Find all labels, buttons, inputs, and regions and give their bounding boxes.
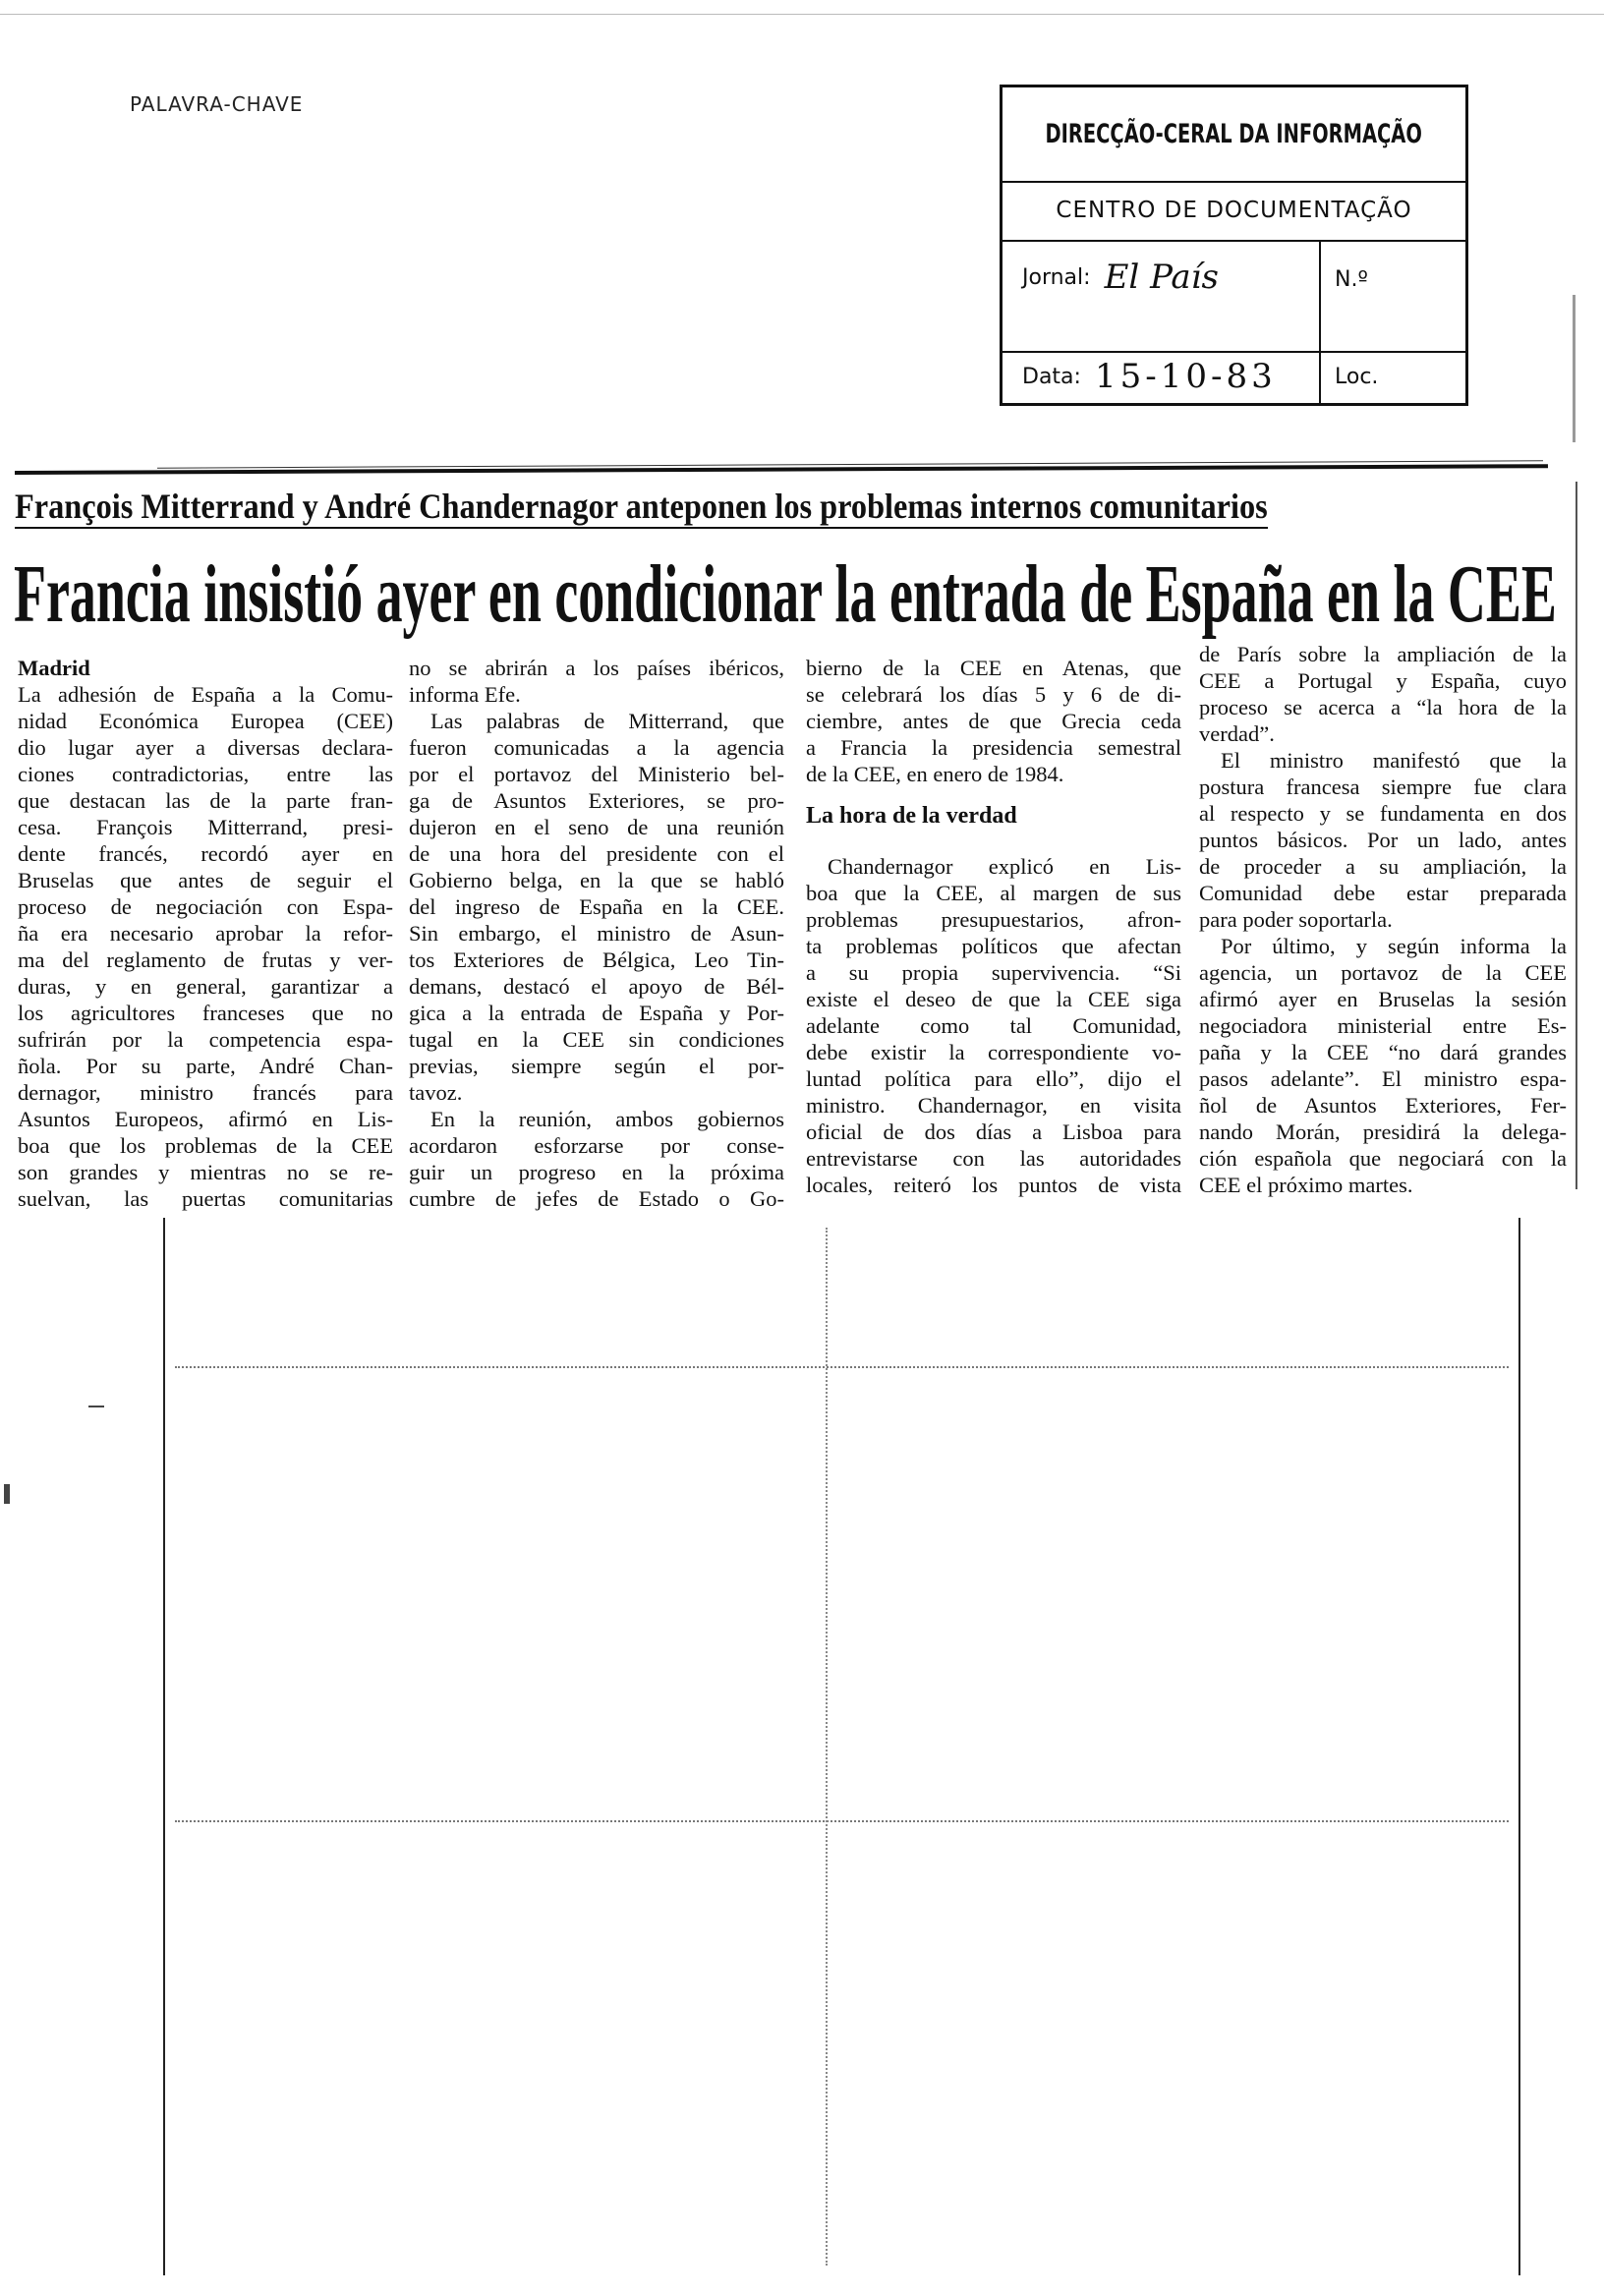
article-paragraph (806, 655, 1181, 787)
text-line: sufrirán por la competencia espa- (18, 1027, 393, 1052)
text-line: Por último, y según informa la (1221, 934, 1567, 958)
article-paragraph (1199, 641, 1567, 747)
text-line: de la CEE, en enero de 1984. (806, 762, 1064, 786)
text-line: no se abrirán a los países ibéricos, (409, 656, 784, 680)
stamp-loc-label: Loc. (1335, 365, 1379, 389)
text-line: oficial de dos días a Lisboa para (806, 1119, 1181, 1144)
text-line: ña era necesario aprobar la refor- (18, 921, 393, 946)
stamp-centre: CENTRO DE DOCUMENTAÇÃO (1002, 181, 1465, 242)
stamp-divider (1319, 351, 1321, 406)
text-line: proceso se acerca a “la hora de la (1199, 695, 1567, 719)
text-line: agencia, un portavoz de la CEE (1199, 960, 1567, 985)
text-line: En la reunión, ambos gobiernos (430, 1107, 784, 1131)
scan-mark (4, 1484, 10, 1504)
text-line: tugal en la CEE sin condiciones (409, 1027, 784, 1052)
text-line: tos Exteriores de Bélgica, Leo Tin- (409, 947, 784, 972)
text-line: cumbre de jefes de Estado o Go- (409, 1186, 784, 1211)
article-column-3 (806, 655, 1181, 1198)
dateline: Madrid (18, 656, 90, 680)
text-line: afirmó ayer en Bruselas la sesión (1199, 987, 1567, 1011)
text-line: boa que los problemas de la CEE (18, 1133, 393, 1158)
text-line: de París sobre la ampliación de la (1199, 642, 1567, 666)
text-line: al respecto y se fundamenta en dos (1199, 801, 1567, 826)
text-line: Asuntos Europeos, afirmó en Lis- (18, 1107, 393, 1131)
text-line: ñola. Por su parte, André Chan- (18, 1054, 393, 1078)
text-line: acordaron esforzarse por conse- (409, 1133, 784, 1158)
article-column-2 (409, 655, 784, 1212)
text-line: de proceder a su ampliación, la (1199, 854, 1567, 879)
text-line: puntos básicos. Por un lado, antes (1199, 828, 1567, 852)
article-paragraph (1199, 933, 1567, 1198)
text-line: Sin embargo, el ministro de Asun- (409, 921, 784, 946)
text-line: CEE a Portugal y España, cuyo (1199, 668, 1567, 693)
article-column-4 (1199, 641, 1567, 1198)
stamp-jornal-handwritten: El País (1104, 258, 1220, 297)
text-line: guir un progreso en la próxima (409, 1160, 784, 1184)
dotted-divider (175, 1820, 1509, 1822)
scan-edge (1575, 482, 1577, 1189)
text-line: tavoz. (409, 1080, 463, 1105)
stamp-jornal-field (1022, 258, 1219, 297)
article-paragraph (806, 853, 1181, 1198)
text-line: ma del reglamento de frutas y ver- (18, 947, 393, 972)
article-paragraph (409, 708, 784, 1106)
stamp-numero-label: N.º (1335, 267, 1368, 292)
dotted-divider (826, 1228, 828, 2266)
text-line: del ingreso de España en la CEE. (409, 894, 784, 919)
text-line: Bruselas que antes de seguir el (18, 868, 393, 892)
text-line: El ministro manifestó que la (1221, 748, 1567, 773)
article-subtitle: François Mitterrand y André Chandernagor anteponen los problemas internos comunitarios (15, 486, 1268, 529)
text-line: ñol de Asuntos Exteriores, Fer- (1199, 1093, 1567, 1118)
text-line: que destacan las de la parte fran- (18, 788, 393, 813)
stamp-data-handwritten: 15-10-83 (1094, 357, 1277, 396)
text-line: los agricultores franceses que no (18, 1001, 393, 1025)
article-paragraph (18, 681, 393, 1212)
text-line: boa que la CEE, al margen de sus (806, 881, 1181, 905)
text-line: nando Morán, presidirá la delega- (1199, 1119, 1567, 1144)
text-line: ministro. Chandernagor, en visita (806, 1093, 1181, 1118)
text-line: suelvan, las puertas comunitarias (18, 1186, 393, 1211)
text-line: ción española que negociará con la (1199, 1146, 1567, 1171)
text-line: se celebrará los días 5 y 6 de di- (806, 682, 1181, 707)
text-line: gica a la entrada de España y Por- (409, 1001, 784, 1025)
text-line: de una hora del presidente con el (409, 841, 784, 866)
text-line: para poder soportarla. (1199, 907, 1393, 932)
text-line: ta problemas políticos que afectan (806, 934, 1181, 958)
stamp-data-field (1022, 357, 1277, 396)
text-line: a su propia supervivencia. “Si (806, 960, 1181, 985)
text-line: CEE el próximo martes. (1199, 1173, 1413, 1197)
text-line: debe existir la correspondiente vo- (806, 1040, 1181, 1064)
scan-mark (88, 1406, 104, 1407)
text-line: adelante como tal Comunidad, (806, 1013, 1181, 1038)
stamp-org-row (1002, 87, 1465, 183)
article-paragraph (409, 655, 784, 708)
article-paragraph (1199, 747, 1567, 933)
text-line: Las palabras de Mitterrand, que (430, 709, 784, 733)
clipping-blank-area (163, 1218, 1520, 2275)
text-line: Gobierno belga, en la que se habló (409, 868, 784, 892)
text-line: ciembre, antes de que Grecia ceda (806, 709, 1181, 733)
text-line: fueron comunicadas a la agencia (409, 735, 784, 760)
text-line: ciones contradictorias, entre las (18, 762, 393, 786)
article-headline: Francia insistió ayer en condicionar la entrada de España en la CEE (14, 548, 1557, 640)
text-line: bierno de la CEE en Atenas, que (806, 656, 1181, 680)
text-line: proceso de negociación con Espa- (18, 894, 393, 919)
text-line: dente francés, recordó ayer en (18, 841, 393, 866)
text-line: ga de Asuntos Exteriores, se pro- (409, 788, 784, 813)
text-line: Chandernagor explicó en Lis- (828, 854, 1181, 879)
text-line: previas, siempre según el por- (409, 1054, 784, 1078)
text-line: Comunidad debe estar preparada (1199, 881, 1567, 905)
documentation-stamp (1000, 85, 1468, 406)
dotted-divider (175, 1366, 1509, 1368)
text-line: duras, y en general, garantizar a (18, 974, 393, 999)
text-line: problemas presupuestarios, afron- (806, 907, 1181, 932)
text-line: dio lugar ayer a diversas declara- (18, 735, 393, 760)
scan-edge (0, 14, 1604, 15)
text-line: locales, reiteró los puntos de vista (806, 1173, 1181, 1197)
text-line: negociadora ministerial entre Es- (1199, 1013, 1567, 1038)
text-line: son grandes y mientras no se re- (18, 1160, 393, 1184)
stamp-data-label: Data: (1022, 364, 1081, 389)
text-line: paña y la CEE “no dará grandes (1199, 1040, 1567, 1064)
stamp-data-row (1002, 351, 1465, 406)
article-paragraph (409, 1106, 784, 1212)
text-line: dujeron en el seno de una reunión (409, 815, 784, 839)
stamp-jornal-row (1002, 240, 1465, 353)
article-column-1 (18, 655, 393, 1212)
text-line: La adhesión de España a la Comu- (18, 682, 393, 707)
text-line: demans, destacó el apoyo de Bél- (409, 974, 784, 999)
stamp-jornal-label: Jornal: (1022, 264, 1091, 290)
stamp-org: DIRECÇÃO-CERAL DA INFORMAÇÃO (1045, 119, 1423, 149)
text-line: existe el deseo de que la CEE siga (806, 987, 1181, 1011)
keyword-label: PALAVRA-CHAVE (130, 92, 304, 116)
text-line: luntad política para ello”, dijo el (806, 1066, 1181, 1091)
section-subhead: La hora de la verdad (806, 803, 1017, 829)
text-line: nidad Económica Europea (CEE) (18, 709, 393, 733)
header-rule (15, 464, 1548, 475)
text-line: a Francia la presidencia semestral (806, 735, 1181, 760)
text-line: informa Efe. (409, 682, 521, 707)
text-line: por el portavoz del Ministerio bel- (409, 762, 784, 786)
text-line: postura francesa siempre fue clara (1199, 775, 1567, 799)
text-line: entrevistarse con las autoridades (806, 1146, 1181, 1171)
text-line: cesa. François Mitterrand, presi- (18, 815, 393, 839)
stamp-divider (1319, 240, 1321, 351)
text-line: verdad”. (1199, 721, 1275, 746)
text-line: pasos adelante”. El ministro espa- (1199, 1066, 1567, 1091)
text-line: dernagor, ministro francés para (18, 1080, 393, 1105)
scan-noise (1573, 295, 1575, 442)
